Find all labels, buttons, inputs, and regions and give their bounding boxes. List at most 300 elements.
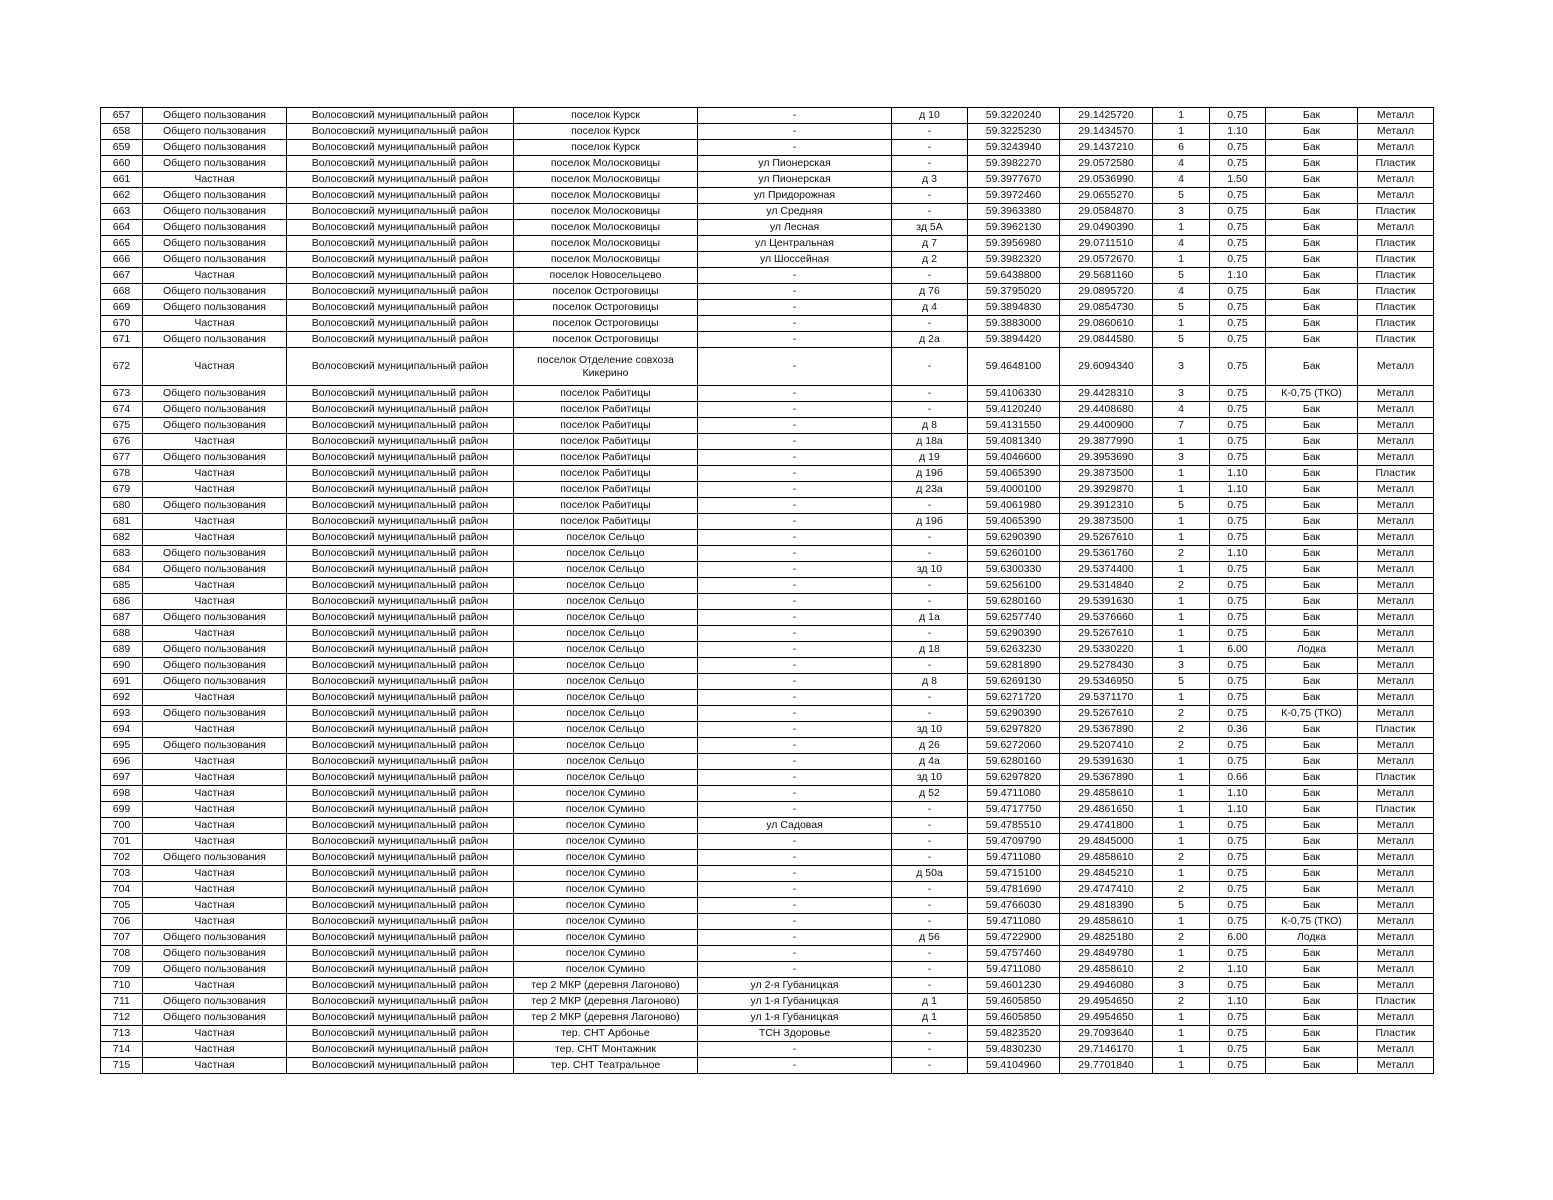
street-cell: -	[698, 594, 892, 610]
ownership-cell: Частная	[143, 690, 287, 706]
volume-cell: 0.75	[1210, 402, 1266, 418]
longitude-cell: 29.4408680	[1060, 402, 1153, 418]
table-row	[101, 754, 1434, 770]
volume-cell: 0.75	[1210, 434, 1266, 450]
container-count-cell: 3	[1153, 978, 1210, 994]
table-row	[101, 1058, 1434, 1074]
house-cell: -	[892, 658, 968, 674]
row-number-cell: 707	[101, 930, 143, 946]
street-cell: -	[698, 786, 892, 802]
latitude-cell: 59.3977670	[968, 172, 1060, 188]
longitude-cell: 29.5391630	[1060, 754, 1153, 770]
container-count-cell: 1	[1153, 914, 1210, 930]
longitude-cell: 29.5330220	[1060, 642, 1153, 658]
container-type-cell: К-0,75 (ТКО)	[1266, 914, 1358, 930]
ownership-cell: Общего пользования	[143, 930, 287, 946]
ownership-cell: Общего пользования	[143, 386, 287, 402]
row-number-cell: 692	[101, 690, 143, 706]
ownership-cell: Общего пользования	[143, 156, 287, 172]
longitude-cell: 29.4858610	[1060, 786, 1153, 802]
longitude-cell: 29.7701840	[1060, 1058, 1153, 1074]
container-count-cell: 1	[1153, 434, 1210, 450]
latitude-cell: 59.4601230	[968, 978, 1060, 994]
volume-cell: 0.75	[1210, 450, 1266, 466]
material-cell: Пластик	[1358, 204, 1434, 220]
ownership-cell: Частная	[143, 482, 287, 498]
ownership-cell: Частная	[143, 802, 287, 818]
district-cell: Волосовский муниципальный район	[287, 188, 514, 204]
material-cell: Металл	[1358, 626, 1434, 642]
district-cell: Волосовский муниципальный район	[287, 1026, 514, 1042]
material-cell: Пластик	[1358, 316, 1434, 332]
container-type-cell: Бак	[1266, 610, 1358, 626]
ownership-cell: Общего пользования	[143, 418, 287, 434]
latitude-cell: 59.4757460	[968, 946, 1060, 962]
row-number-cell: 701	[101, 834, 143, 850]
table-row	[101, 658, 1434, 674]
longitude-cell: 29.4858610	[1060, 850, 1153, 866]
longitude-cell: 29.5371170	[1060, 690, 1153, 706]
row-number-cell: 681	[101, 514, 143, 530]
container-count-cell: 1	[1153, 1042, 1210, 1058]
street-cell: -	[698, 850, 892, 866]
latitude-cell: 59.6290390	[968, 706, 1060, 722]
volume-cell: 0.75	[1210, 386, 1266, 402]
house-cell: -	[892, 1042, 968, 1058]
latitude-cell: 59.4106330	[968, 386, 1060, 402]
district-cell: Волосовский муниципальный район	[287, 172, 514, 188]
ownership-cell: Частная	[143, 1058, 287, 1074]
container-count-cell: 1	[1153, 834, 1210, 850]
container-count-cell: 2	[1153, 722, 1210, 738]
street-cell: -	[698, 450, 892, 466]
longitude-cell: 29.1434570	[1060, 124, 1153, 140]
table-row	[101, 850, 1434, 866]
district-cell: Волосовский муниципальный район	[287, 562, 514, 578]
house-cell: д 2а	[892, 332, 968, 348]
longitude-cell: 29.5376660	[1060, 610, 1153, 626]
latitude-cell: 59.4104960	[968, 1058, 1060, 1074]
container-type-cell: Бак	[1266, 850, 1358, 866]
house-cell: д 23а	[892, 482, 968, 498]
street-cell: ул Придорожная	[698, 188, 892, 204]
district-cell: Волосовский муниципальный район	[287, 706, 514, 722]
ownership-cell: Частная	[143, 268, 287, 284]
latitude-cell: 59.6300330	[968, 562, 1060, 578]
row-number-cell: 664	[101, 220, 143, 236]
container-count-cell: 2	[1153, 546, 1210, 562]
settlement-cell: поселок Сельцо	[514, 530, 698, 546]
district-cell: Волосовский муниципальный район	[287, 236, 514, 252]
latitude-cell: 59.6257740	[968, 610, 1060, 626]
volume-cell: 0.75	[1210, 754, 1266, 770]
settlement-cell: поселок Сельцо	[514, 690, 698, 706]
district-cell: Волосовский муниципальный район	[287, 898, 514, 914]
street-cell: ул Садовая	[698, 818, 892, 834]
volume-cell: 0.75	[1210, 882, 1266, 898]
table-row	[101, 610, 1434, 626]
volume-cell: 0.75	[1210, 252, 1266, 268]
house-cell: -	[892, 268, 968, 284]
material-cell: Металл	[1358, 418, 1434, 434]
table-row	[101, 834, 1434, 850]
container-count-cell: 4	[1153, 284, 1210, 300]
latitude-cell: 59.3982320	[968, 252, 1060, 268]
district-cell: Волосовский муниципальный район	[287, 300, 514, 316]
house-cell: д 18	[892, 642, 968, 658]
ownership-cell: Общего пользования	[143, 450, 287, 466]
settlement-cell: поселок Сумино	[514, 930, 698, 946]
table-row	[101, 802, 1434, 818]
container-count-cell: 4	[1153, 236, 1210, 252]
longitude-cell: 29.4954650	[1060, 1010, 1153, 1026]
street-cell: -	[698, 610, 892, 626]
container-type-cell: Бак	[1266, 1026, 1358, 1042]
settlement-cell: поселок Сумино	[514, 866, 698, 882]
house-cell: д 8	[892, 674, 968, 690]
container-type-cell: Бак	[1266, 754, 1358, 770]
material-cell: Металл	[1358, 450, 1434, 466]
settlement-cell: поселок Остроговицы	[514, 332, 698, 348]
street-cell: -	[698, 578, 892, 594]
street-cell: -	[698, 738, 892, 754]
longitude-cell: 29.1437210	[1060, 140, 1153, 156]
row-number-cell: 683	[101, 546, 143, 562]
latitude-cell: 59.4081340	[968, 434, 1060, 450]
material-cell: Металл	[1358, 514, 1434, 530]
container-count-cell: 2	[1153, 850, 1210, 866]
container-count-cell: 5	[1153, 332, 1210, 348]
latitude-cell: 59.4000100	[968, 482, 1060, 498]
house-cell: -	[892, 1058, 968, 1074]
street-cell: ул 1-я Губаницкая	[698, 1010, 892, 1026]
longitude-cell: 29.0895720	[1060, 284, 1153, 300]
row-number-cell: 666	[101, 252, 143, 268]
latitude-cell: 59.4830230	[968, 1042, 1060, 1058]
container-type-cell: Бак	[1266, 674, 1358, 690]
street-cell: -	[698, 658, 892, 674]
longitude-cell: 29.5267610	[1060, 706, 1153, 722]
district-cell: Волосовский муниципальный район	[287, 268, 514, 284]
volume-cell: 0.75	[1210, 658, 1266, 674]
container-type-cell: Бак	[1266, 482, 1358, 498]
ownership-cell: Общего пользования	[143, 850, 287, 866]
container-count-cell: 1	[1153, 802, 1210, 818]
container-type-cell: Бак	[1266, 450, 1358, 466]
container-count-cell: 1	[1153, 220, 1210, 236]
row-number-cell: 689	[101, 642, 143, 658]
container-type-cell: Бак	[1266, 818, 1358, 834]
container-count-cell: 4	[1153, 402, 1210, 418]
street-cell: -	[698, 466, 892, 482]
house-cell: д 19б	[892, 466, 968, 482]
settlement-cell: поселок Сельцо	[514, 674, 698, 690]
district-cell: Волосовский муниципальный район	[287, 722, 514, 738]
district-cell: Волосовский муниципальный район	[287, 316, 514, 332]
street-cell: -	[698, 946, 892, 962]
house-cell: -	[892, 802, 968, 818]
material-cell: Металл	[1358, 898, 1434, 914]
container-count-cell: 1	[1153, 642, 1210, 658]
house-cell: -	[892, 818, 968, 834]
latitude-cell: 59.6280160	[968, 594, 1060, 610]
row-number-cell: 670	[101, 316, 143, 332]
table-row	[101, 188, 1434, 204]
ownership-cell: Общего пользования	[143, 284, 287, 300]
material-cell: Металл	[1358, 220, 1434, 236]
district-cell: Волосовский муниципальный район	[287, 754, 514, 770]
ownership-cell: Общего пользования	[143, 332, 287, 348]
table-row	[101, 690, 1434, 706]
ownership-cell: Общего пользования	[143, 994, 287, 1010]
table-row	[101, 1010, 1434, 1026]
district-cell: Волосовский муниципальный район	[287, 850, 514, 866]
ownership-cell: Общего пользования	[143, 610, 287, 626]
row-number-cell: 684	[101, 562, 143, 578]
district-cell: Волосовский муниципальный район	[287, 690, 514, 706]
latitude-cell: 59.3963380	[968, 204, 1060, 220]
house-cell: -	[892, 626, 968, 642]
street-cell: -	[698, 418, 892, 434]
longitude-cell: 29.4858610	[1060, 914, 1153, 930]
street-cell: -	[698, 754, 892, 770]
table-row	[101, 738, 1434, 754]
settlement-cell: тер. СНТ Арбоньe	[514, 1026, 698, 1042]
settlement-cell: поселок Рабитицы	[514, 418, 698, 434]
settlement-cell: поселок Сельцо	[514, 562, 698, 578]
material-cell: Пластик	[1358, 1026, 1434, 1042]
longitude-cell: 29.5681160	[1060, 268, 1153, 284]
latitude-cell: 59.4781690	[968, 882, 1060, 898]
row-number-cell: 667	[101, 268, 143, 284]
table-row	[101, 172, 1434, 188]
container-count-cell: 5	[1153, 300, 1210, 316]
container-type-cell: Бак	[1266, 722, 1358, 738]
row-number-cell: 702	[101, 850, 143, 866]
row-number-cell: 698	[101, 786, 143, 802]
table-row	[101, 268, 1434, 284]
material-cell: Металл	[1358, 594, 1434, 610]
district-cell: Волосовский муниципальный район	[287, 914, 514, 930]
latitude-cell: 59.3795020	[968, 284, 1060, 300]
container-count-cell: 2	[1153, 930, 1210, 946]
latitude-cell: 59.6280160	[968, 754, 1060, 770]
container-count-cell: 1	[1153, 626, 1210, 642]
container-type-cell: Бак	[1266, 514, 1358, 530]
material-cell: Пластик	[1358, 802, 1434, 818]
street-cell: -	[698, 1058, 892, 1074]
volume-cell: 1.10	[1210, 546, 1266, 562]
material-cell: Металл	[1358, 914, 1434, 930]
material-cell: Металл	[1358, 562, 1434, 578]
longitude-cell: 29.0844580	[1060, 332, 1153, 348]
container-type-cell: Бак	[1266, 1058, 1358, 1074]
material-cell: Пластик	[1358, 994, 1434, 1010]
table-row	[101, 530, 1434, 546]
row-number-cell: 714	[101, 1042, 143, 1058]
volume-cell: 0.75	[1210, 834, 1266, 850]
street-cell: ул Лесная	[698, 220, 892, 236]
house-cell: д 19	[892, 450, 968, 466]
latitude-cell: 59.4120240	[968, 402, 1060, 418]
house-cell: -	[892, 690, 968, 706]
table-row	[101, 562, 1434, 578]
row-number-cell: 662	[101, 188, 143, 204]
material-cell: Пластик	[1358, 722, 1434, 738]
table-row	[101, 818, 1434, 834]
volume-cell: 0.75	[1210, 348, 1266, 386]
district-cell: Волосовский муниципальный район	[287, 220, 514, 236]
street-cell: -	[698, 482, 892, 498]
table-row	[101, 786, 1434, 802]
volume-cell: 0.75	[1210, 1026, 1266, 1042]
house-cell: д 4	[892, 300, 968, 316]
row-number-cell: 682	[101, 530, 143, 546]
ownership-cell: Частная	[143, 316, 287, 332]
ownership-cell: Частная	[143, 898, 287, 914]
latitude-cell: 59.3894420	[968, 332, 1060, 348]
ownership-cell: Частная	[143, 434, 287, 450]
ownership-cell: Частная	[143, 578, 287, 594]
longitude-cell: 29.0572670	[1060, 252, 1153, 268]
house-cell: д 19б	[892, 514, 968, 530]
container-type-cell: Бак	[1266, 802, 1358, 818]
container-type-cell: Бак	[1266, 204, 1358, 220]
volume-cell: 1.10	[1210, 962, 1266, 978]
container-type-cell: Бак	[1266, 434, 1358, 450]
longitude-cell: 29.0572580	[1060, 156, 1153, 172]
latitude-cell: 59.4711080	[968, 914, 1060, 930]
volume-cell: 0.75	[1210, 156, 1266, 172]
house-cell: д 52	[892, 786, 968, 802]
latitude-cell: 59.4711080	[968, 850, 1060, 866]
table-row	[101, 220, 1434, 236]
table-row	[101, 482, 1434, 498]
district-cell: Волосовский муниципальный район	[287, 818, 514, 834]
container-type-cell: Бак	[1266, 626, 1358, 642]
district-cell: Волосовский муниципальный район	[287, 418, 514, 434]
house-cell: зд 5А	[892, 220, 968, 236]
table-row	[101, 466, 1434, 482]
container-type-cell: Бак	[1266, 962, 1358, 978]
settlement-cell: поселок Рабитицы	[514, 434, 698, 450]
table-row	[101, 108, 1434, 124]
volume-cell: 6.00	[1210, 930, 1266, 946]
volume-cell: 0.36	[1210, 722, 1266, 738]
latitude-cell: 59.6297820	[968, 770, 1060, 786]
row-number-cell: 680	[101, 498, 143, 514]
latitude-cell: 59.4131550	[968, 418, 1060, 434]
container-count-cell: 2	[1153, 994, 1210, 1010]
house-cell: д 1	[892, 994, 968, 1010]
street-cell: -	[698, 546, 892, 562]
district-cell: Волосовский муниципальный район	[287, 498, 514, 514]
street-cell: -	[698, 802, 892, 818]
material-cell: Металл	[1358, 834, 1434, 850]
house-cell: -	[892, 834, 968, 850]
settlement-cell: поселок Новосельцево	[514, 268, 698, 284]
latitude-cell: 59.4709790	[968, 834, 1060, 850]
longitude-cell: 29.1425720	[1060, 108, 1153, 124]
material-cell: Пластик	[1358, 770, 1434, 786]
house-cell: д 26	[892, 738, 968, 754]
row-number-cell: 711	[101, 994, 143, 1010]
street-cell: -	[698, 108, 892, 124]
container-count-cell: 2	[1153, 962, 1210, 978]
material-cell: Металл	[1358, 706, 1434, 722]
volume-cell: 0.75	[1210, 610, 1266, 626]
material-cell: Пластик	[1358, 284, 1434, 300]
settlement-cell: поселок Сумино	[514, 786, 698, 802]
row-number-cell: 715	[101, 1058, 143, 1074]
volume-cell: 0.75	[1210, 706, 1266, 722]
longitude-cell: 29.5374400	[1060, 562, 1153, 578]
ownership-cell: Частная	[143, 172, 287, 188]
ownership-cell: Общего пользования	[143, 498, 287, 514]
street-cell: -	[698, 348, 892, 386]
latitude-cell: 59.4717750	[968, 802, 1060, 818]
volume-cell: 0.75	[1210, 530, 1266, 546]
container-type-cell: Бак	[1266, 978, 1358, 994]
district-cell: Волосовский муниципальный район	[287, 642, 514, 658]
longitude-cell: 29.5367890	[1060, 770, 1153, 786]
district-cell: Волосовский муниципальный район	[287, 978, 514, 994]
latitude-cell: 59.6256100	[968, 578, 1060, 594]
table-row	[101, 284, 1434, 300]
ownership-cell: Общего пользования	[143, 738, 287, 754]
street-cell: -	[698, 498, 892, 514]
material-cell: Металл	[1358, 172, 1434, 188]
house-cell: -	[892, 898, 968, 914]
longitude-cell: 29.4858610	[1060, 962, 1153, 978]
longitude-cell: 29.7146170	[1060, 1042, 1153, 1058]
row-number-cell: 669	[101, 300, 143, 316]
container-type-cell: Бак	[1266, 156, 1358, 172]
table-row	[101, 706, 1434, 722]
settlement-cell: поселок Сельцо	[514, 658, 698, 674]
table-row	[101, 332, 1434, 348]
house-cell: зд 10	[892, 722, 968, 738]
volume-cell: 0.75	[1210, 578, 1266, 594]
volume-cell: 1.10	[1210, 786, 1266, 802]
district-cell: Волосовский муниципальный район	[287, 514, 514, 530]
settlement-cell: поселок Сумино	[514, 818, 698, 834]
material-cell: Пластик	[1358, 156, 1434, 172]
table-row	[101, 252, 1434, 268]
settlement-cell: поселок Молосковицы	[514, 252, 698, 268]
longitude-cell: 29.4845000	[1060, 834, 1153, 850]
container-type-cell: Бак	[1266, 594, 1358, 610]
house-cell: -	[892, 124, 968, 140]
container-type-cell: Бак	[1266, 1010, 1358, 1026]
row-number-cell: 679	[101, 482, 143, 498]
row-number-cell: 671	[101, 332, 143, 348]
settlement-cell: поселок Сумино	[514, 946, 698, 962]
volume-cell: 0.75	[1210, 204, 1266, 220]
district-cell: Волосовский муниципальный район	[287, 578, 514, 594]
district-cell: Волосовский муниципальный район	[287, 204, 514, 220]
row-number-cell: 658	[101, 124, 143, 140]
latitude-cell: 59.3894830	[968, 300, 1060, 316]
latitude-cell: 59.4722900	[968, 930, 1060, 946]
longitude-cell: 29.7093640	[1060, 1026, 1153, 1042]
row-number-cell: 694	[101, 722, 143, 738]
latitude-cell: 59.6272060	[968, 738, 1060, 754]
settlement-cell: поселок Рабитицы	[514, 386, 698, 402]
ownership-cell: Частная	[143, 914, 287, 930]
street-cell: -	[698, 140, 892, 156]
house-cell: -	[892, 348, 968, 386]
